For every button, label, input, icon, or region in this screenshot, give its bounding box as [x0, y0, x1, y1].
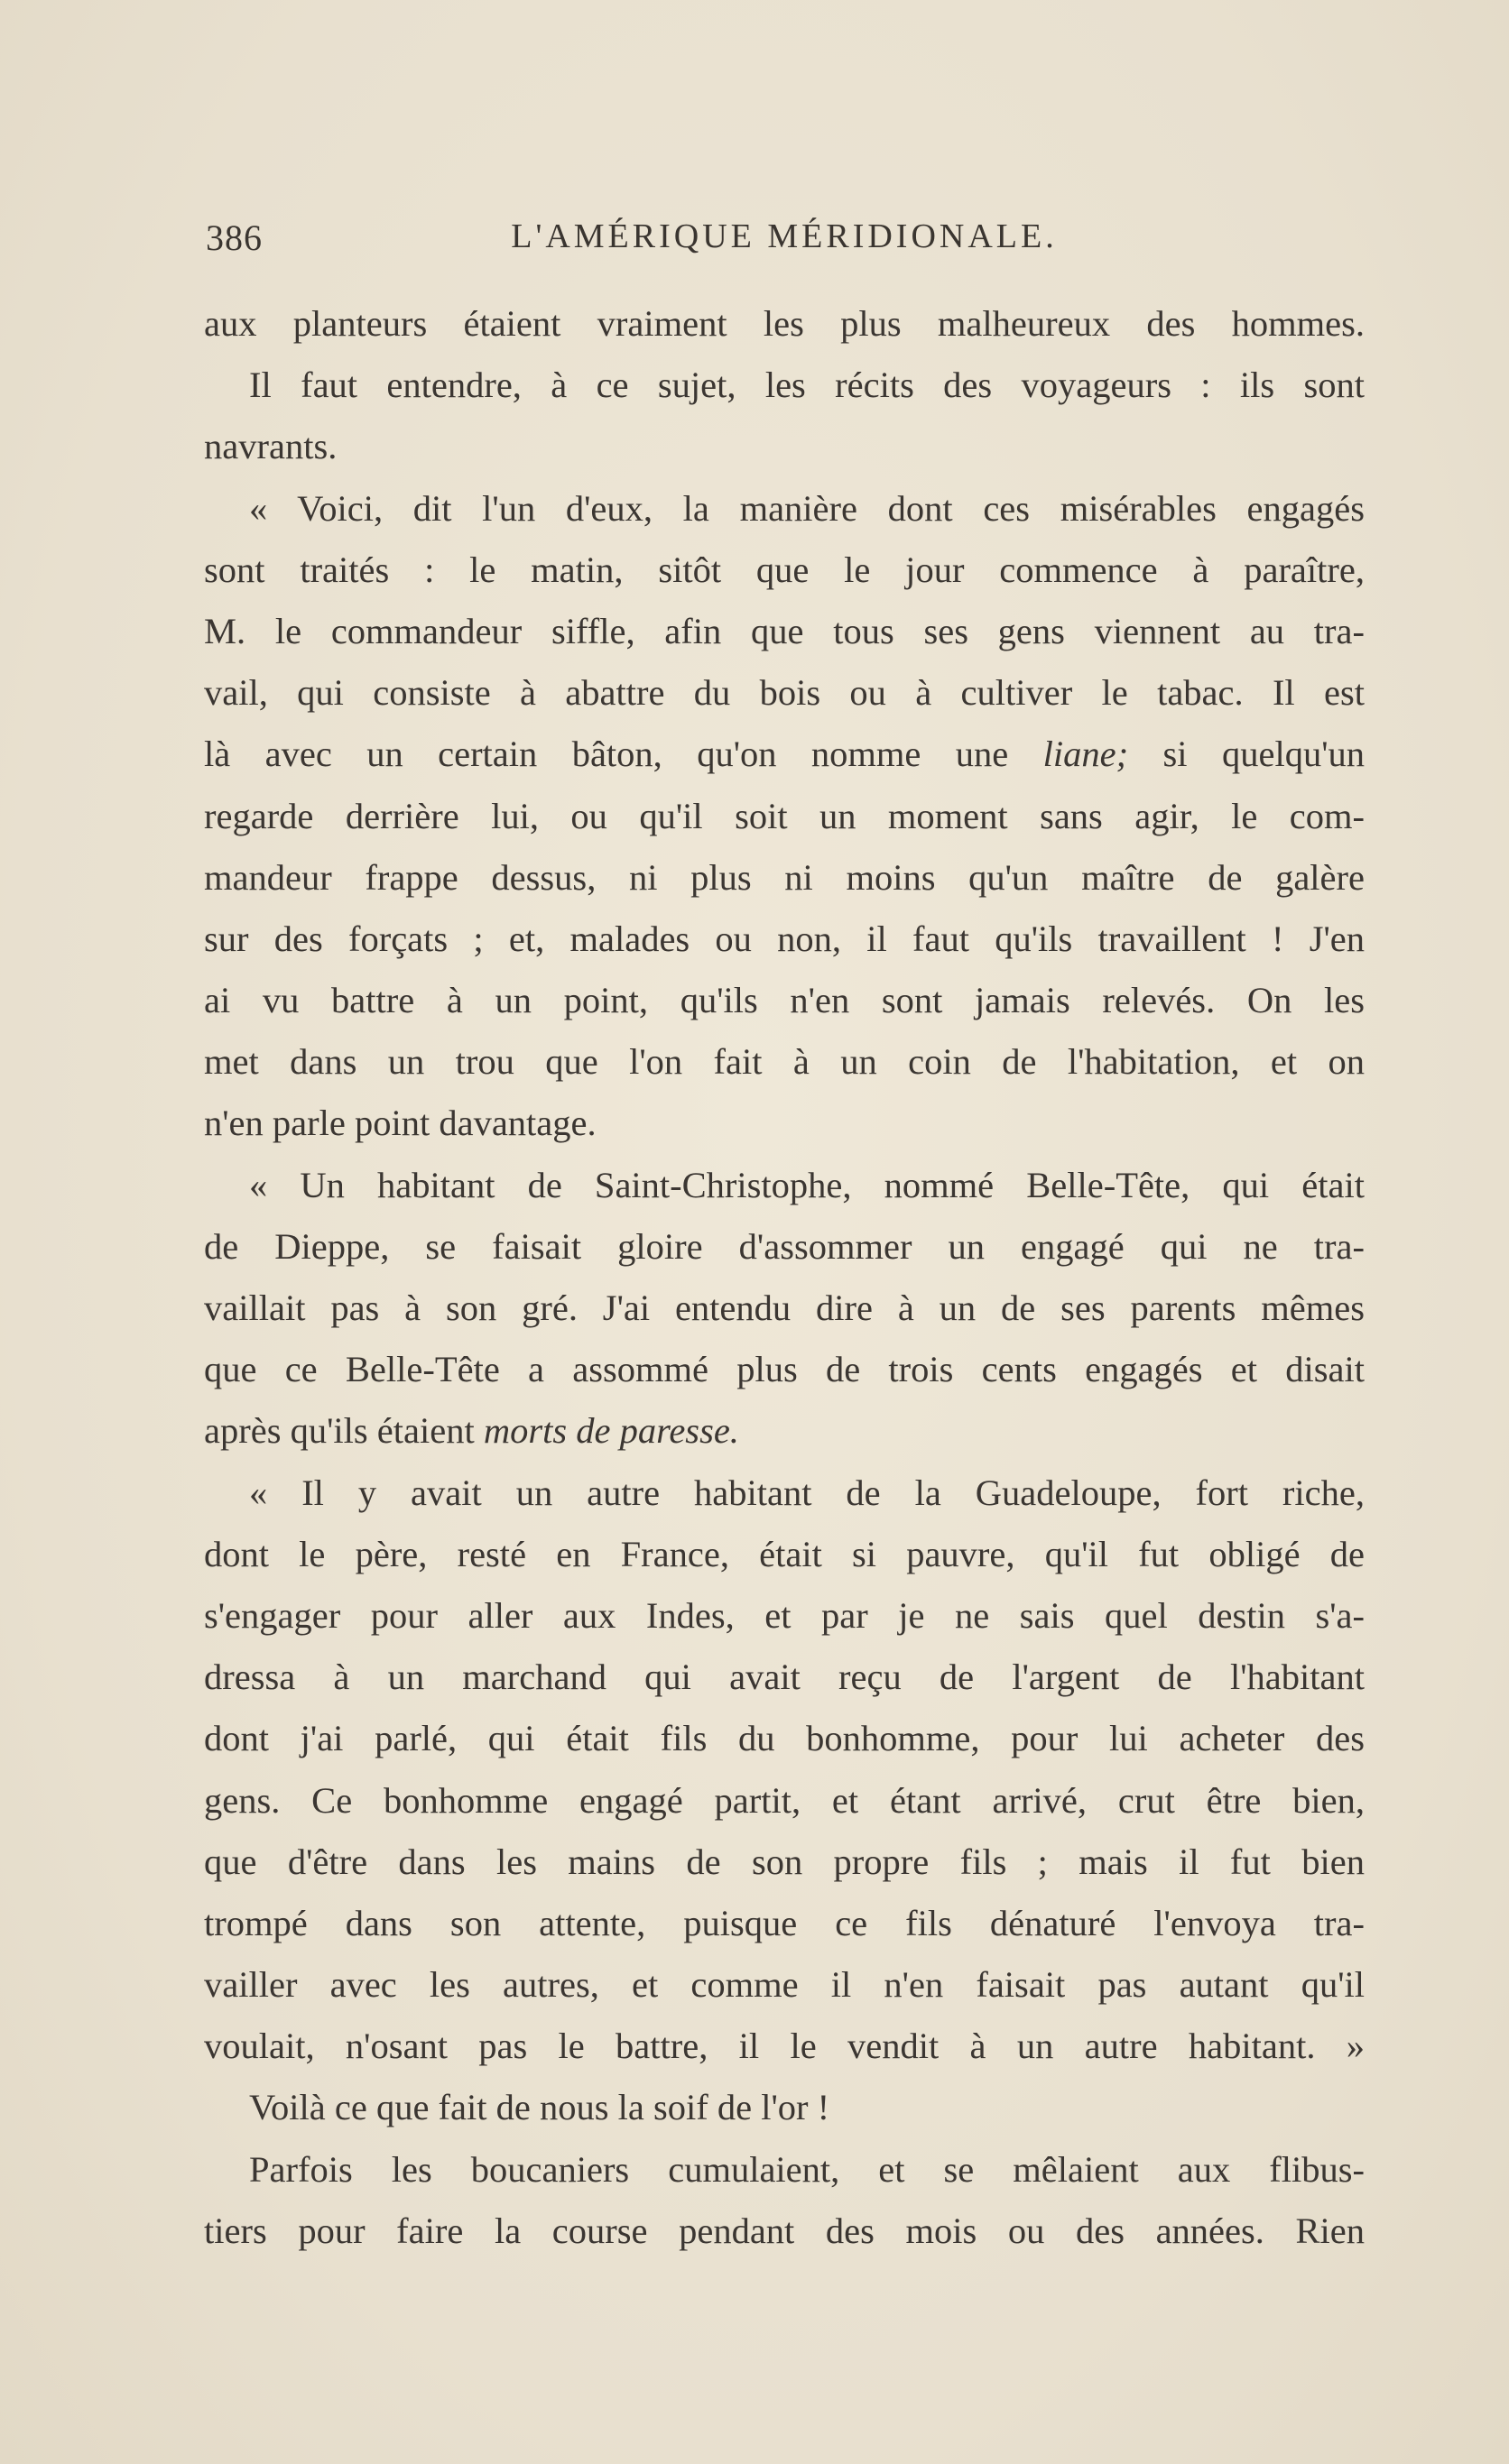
text-line: met dans un trou que l'on fait à un coin de l'habitation, et on: [204, 1041, 1365, 1083]
text-line: s'engager pour aller aux Indes, et par je ne sais quel destin s'a-: [204, 1594, 1365, 1636]
running-title: L'AMÉRIQUE MÉRIDIONALE.: [511, 217, 1058, 255]
text-line: gens. Ce bonhomme engagé partit, et étant arrivé, crut être bien,: [204, 1779, 1365, 1821]
text-line: navrants.: [204, 426, 338, 467]
text-line: Parfois les boucaniers cumulaient, et se mêlaient aux flibus-: [249, 2148, 1365, 2190]
text-line: dressa à un marchand qui avait reçu de l'argent de l'habitant: [204, 1657, 1365, 1698]
italic-term: liane;: [1042, 734, 1129, 775]
text-line: que d'être dans les mains de son propre fils ; mais il fut bien: [204, 1841, 1365, 1882]
text-line: sont traités : le matin, sitôt que le jour commence à paraître,: [204, 549, 1365, 590]
body-text: [204, 293, 1365, 2262]
text-line: de Dieppe, se faisait gloire d'assommer un engagé qui ne tra-: [204, 1225, 1365, 1267]
line-text: après qu'ils étaient: [204, 1410, 484, 1452]
text-line: vailler avec les autres, et comme il n'en faisait pas autant qu'il: [204, 1964, 1365, 2006]
text-line: [204, 724, 1365, 785]
text-line: trompé dans son attente, puisque ce fils dénaturé l'envoya tra-: [204, 1902, 1365, 1943]
text-line: sur des forçats ; et, malades ou non, il faut qu'ils travaillent ! J'en: [204, 918, 1365, 959]
text-line: mandeur frappe dessus, ni plus ni moins qu'un maître de galère: [204, 856, 1365, 898]
text-line: dont le père, resté en France, était si pauvre, qu'il fut obligé de: [204, 1533, 1365, 1574]
text-line: M. le commandeur siffle, afin que tous ses gens viennent au tra-: [204, 610, 1365, 651]
text-line: regarde derrière lui, ou qu'il soit un moment sans agir, le com-: [204, 795, 1365, 836]
text-line: Voilà ce que fait de nous la soif de l'or !: [249, 2087, 830, 2128]
text-line: dont j'ai parlé, qui était fils du bonhomme, pour lui acheter des: [204, 1718, 1365, 1759]
italic-term: morts de paresse.: [483, 1410, 739, 1452]
text-line: Il faut entendre, à ce sujet, les récits des voyageurs : ils sont: [249, 365, 1365, 406]
line-text: là avec un certain bâton, qu'on nomme une: [204, 734, 1043, 775]
text-line: « Voici, dit l'un d'eux, la manière dont ces misérables engagés: [249, 487, 1365, 529]
line-text: si quelqu'un: [1128, 734, 1365, 775]
text-line: [204, 1400, 1365, 1462]
text-line: « Un habitant de Saint-Christophe, nommé Belle-Tête, qui était: [249, 1164, 1365, 1205]
text-line: aux planteurs étaient vraiment les plus malheureux des hommes.: [204, 303, 1365, 344]
text-line: n'en parle point davantage.: [204, 1103, 597, 1144]
text-line: vaillait pas à son gré. J'ai entendu dire à un de ses parents mêmes: [204, 1287, 1365, 1328]
page-number: 386: [206, 217, 263, 258]
page-header: [206, 217, 1363, 271]
text-line: que ce Belle-Tête a assommé plus de trois cents engagés et disait: [204, 1349, 1365, 1390]
text-line: voulait, n'osant pas le battre, il le vendit à un autre habitant. »: [204, 2026, 1365, 2067]
text-line: « Il y avait un autre habitant de la Guadeloupe, fort riche,: [249, 1472, 1365, 1513]
text-line: vail, qui consiste à abattre du bois ou à cultiver le tabac. Il est: [204, 672, 1365, 714]
text-line: ai vu battre à un point, qu'ils n'en sont jamais relevés. On les: [204, 980, 1365, 1021]
text-line: tiers pour faire la course pendant des mois ou des années. Rien: [204, 2210, 1365, 2251]
